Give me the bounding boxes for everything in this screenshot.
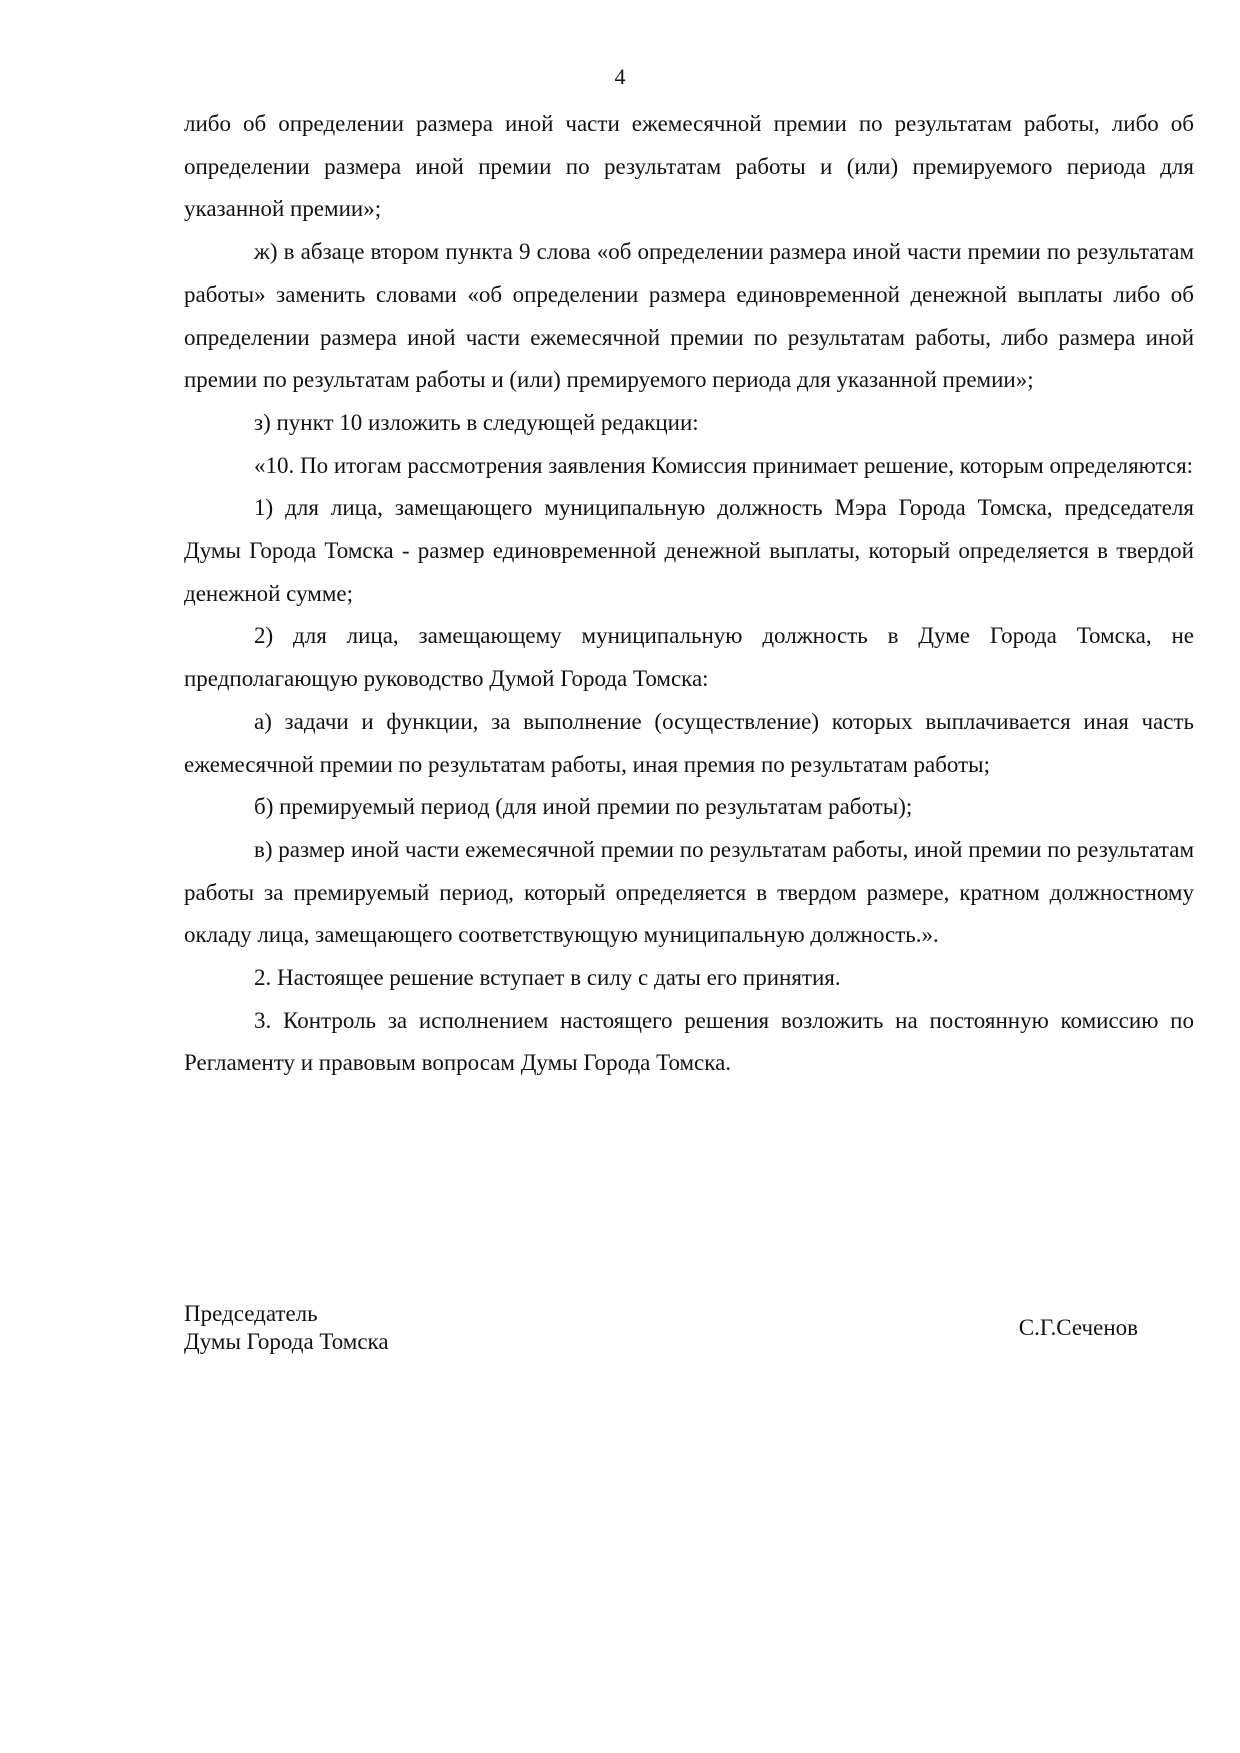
document-body	[184, 103, 1194, 1085]
paragraph-subclause-b: б) премируемый период (для иной премии по результатам работы);	[254, 794, 913, 820]
signature-block	[184, 1300, 1194, 1356]
paragraph-item-zh: ж) в абзаце втором пункта 9 слова «об определении размера иной части премии по результатам работы» заменить словами «об определении размера единовременной денежной выплаты либо об определении размера иной части ежемесячной премии по результатам работы, либо размера иной премии по результатам работы и (или) премируемого периода для указанной премии»;	[184, 239, 1194, 393]
paragraph-continuation: либо об определении размера иной части ежемесячной премии по результатам работы, либо об определении размера иной премии по результатам работы и (или) премируемого периода для указанной премии»;	[184, 111, 1194, 222]
signatory-position-line1: Председатель	[184, 1301, 318, 1326]
paragraph-point-3: 3. Контроль за исполнением настоящего решения возложить на постоянную комиссию по Регламенту и правовым вопросам Думы Города Томска.	[184, 1007, 1194, 1076]
paragraph-point-2: 2. Настоящее решение вступает в силу с даты его принятия.	[254, 965, 841, 991]
paragraph-subclause-1: 1) для лица, замещающего муниципальную должность Мэра Города Томска, председателя Думы Города Томска - размер единовременной денежной выплаты, который определяется в твердой денежной сумме;	[184, 495, 1194, 606]
paragraph-clause-10: «10. По итогам рассмотрения заявления Комиссия принимает решение, которым определяются:	[254, 452, 1194, 478]
signatory-position	[184, 1300, 389, 1356]
paragraph-subclause-2: 2) для лица, замещающему муниципальную должность в Думе Города Томска, не предполагающую руководство Думой Города Томска:	[184, 623, 1194, 692]
paragraph-subclause-v: в) размер иной части ежемесячной премии по результатам работы, иной премии по результатам работы за премируемый период, который определяется в твердом размере, кратном должностному окладу лица, замещающего соответствующую муниципальную должность.».	[184, 836, 1194, 948]
paragraph-item-z: з) пункт 10 изложить в следующей редакции:	[254, 409, 699, 435]
paragraph-subclause-a: а) задачи и функции, за выполнение (осуществление) которых выплачивается иная часть ежемесячной премии по результатам работы, иная премия по результатам работы;	[184, 708, 1194, 777]
signatory-name: С.Г.Сеченов	[1018, 1315, 1138, 1340]
signatory-position-line2: Думы Города Томска	[184, 1329, 389, 1354]
page-number: 4	[614, 64, 626, 89]
